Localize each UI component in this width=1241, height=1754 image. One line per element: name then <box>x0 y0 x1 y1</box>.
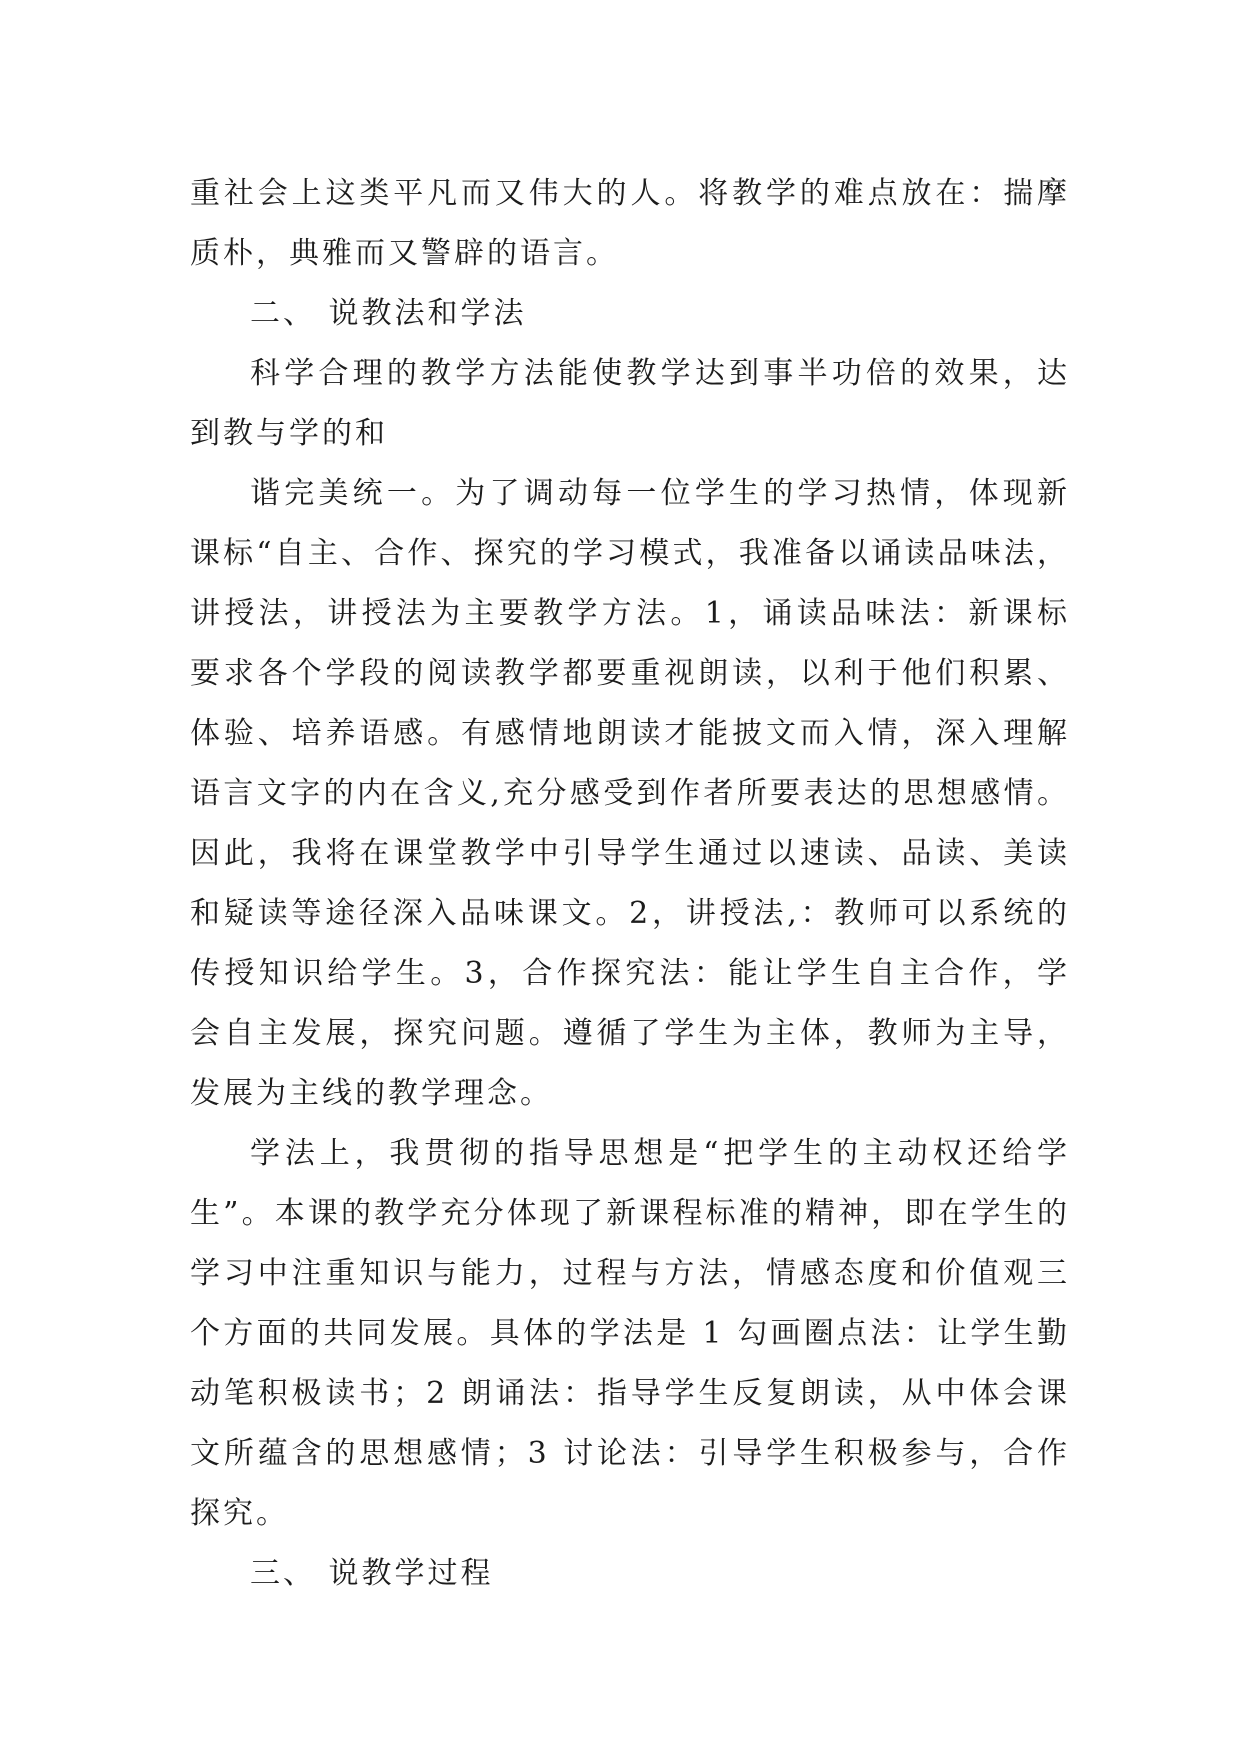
paragraph-methods-intro: 科学合理的教学方法能使教学达到事半功倍的效果，达到教与学的和 <box>190 356 1070 451</box>
paragraph-learning-methods: 学法上，我贯彻的指导思想是“把学生的主动权还给学生”。本课的教学充分体现了新课程标准的精神，即在学生的学习中注重知识与能力，过程与方法，情感态度和价值观三个方面的共同发展。具体的学法是 1 勾画圈点法：让学生勤动笔积极读书；2 朗诵法：指导学生反复朗读，从中体会课文所蕴含的思想感情；3 讨论法：引导学生积极参与，合作探究。 <box>190 1136 1070 1531</box>
paragraph-teaching-methods: 谐完美统一。为了调动每一位学生的学习热情，体现新课标“自主、合作、探究的学习模式，我准备以诵读品味法，讲授法，讲授法为主要教学方法。1，诵读品味法：新课标要求各个学段的阅读教学都要重视朗读，以利于他们积累、体验、培养语感。有感情地朗读才能披文而入情，深入理解语言文字的内在含义,充分感受到作者所要表达的思想感情。因此，我将在课堂教学中引导学生通过以速读、品读、美读和疑读等途径深入品味课文。2，讲授法,：教师可以系统的传授知识给学生。3，合作探究法：能让学生自主合作，学会自主发展，探究问题。遵循了学生为主体，教师为主导，发展为主线的教学理念。 <box>190 476 1070 1111</box>
document-body <box>190 164 1070 1604</box>
paragraph-continued: 重社会上这类平凡而又伟大的人。将教学的难点放在：揣摩质朴，典雅而又警辟的语言。 <box>190 176 1070 271</box>
section-heading-process: 三、 说教学过程 <box>250 1556 494 1591</box>
section-heading-methods: 二、 说教法和学法 <box>250 296 527 331</box>
